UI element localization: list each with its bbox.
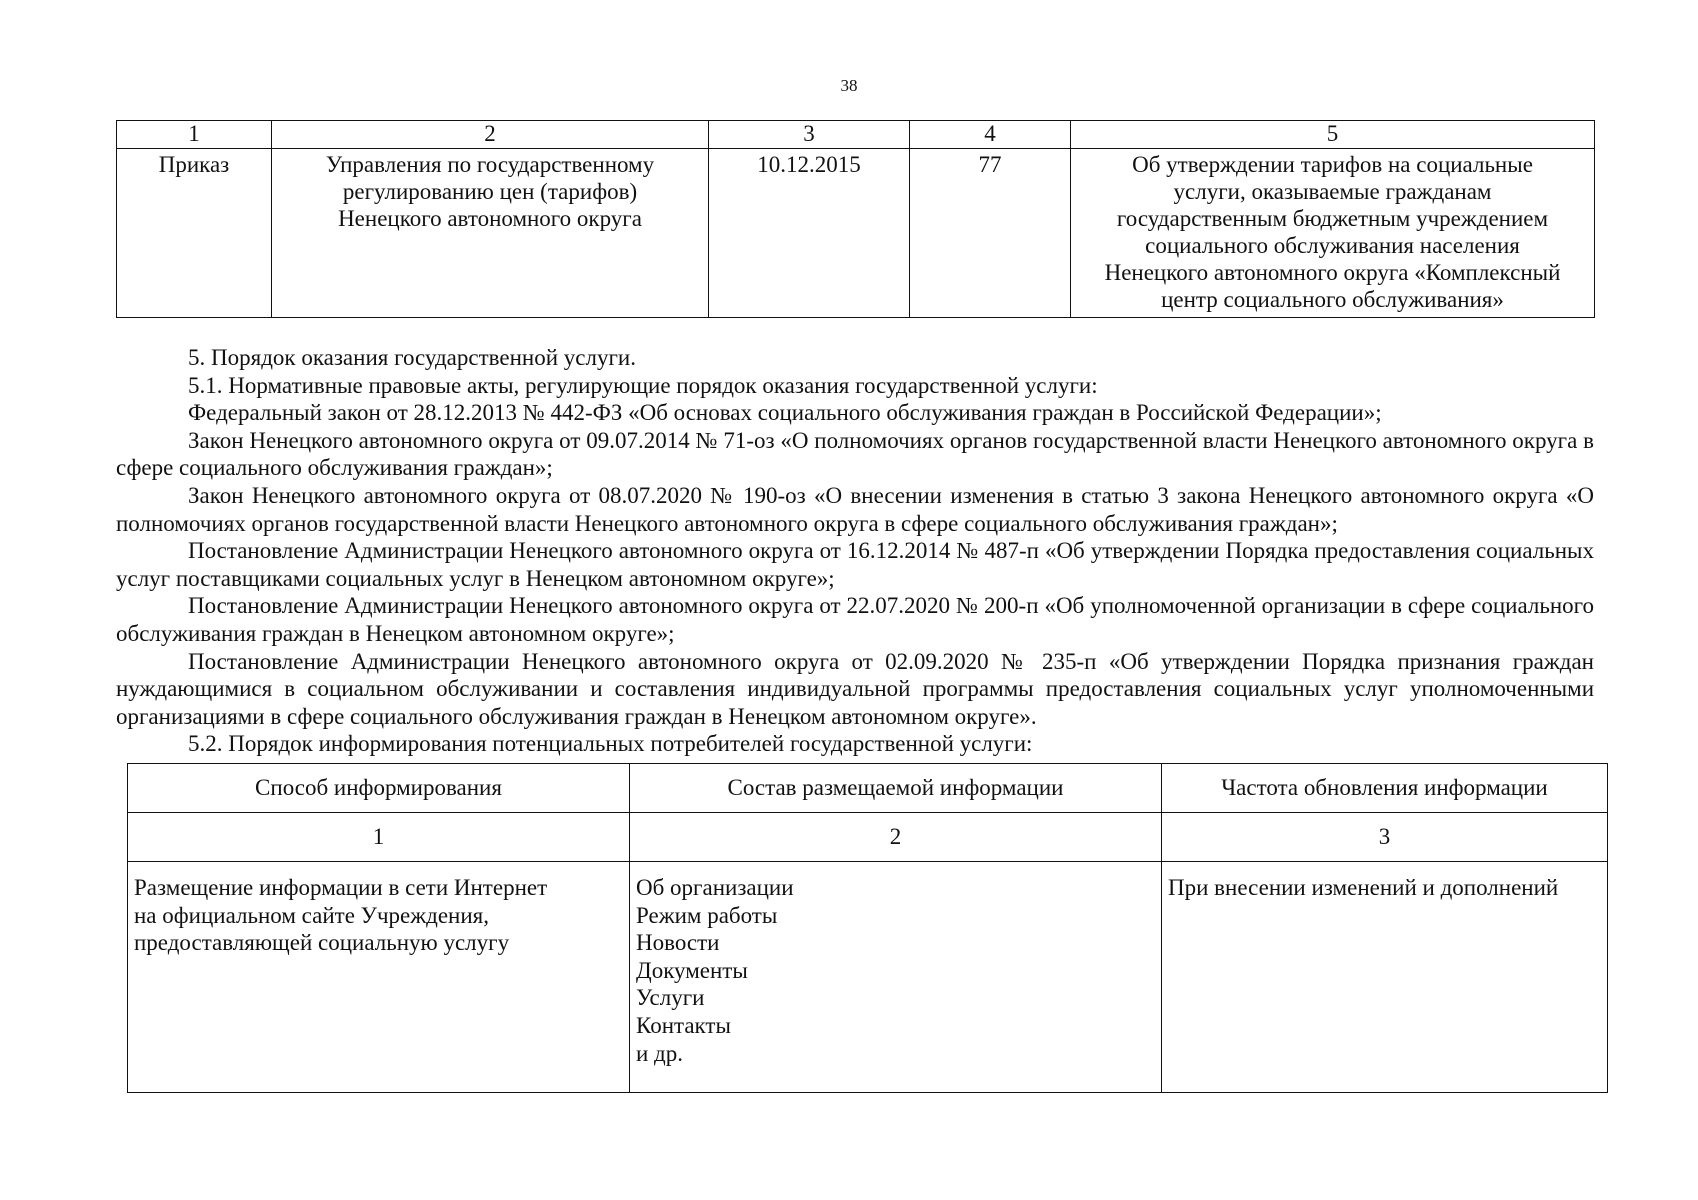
- legal-act-paragraph: Постановление Администрации Ненецкого автономного округа от 22.07.2020 № 200-п «Об уполномоченной организации в сфере социального обслуживания граждан в Ненецком автономном округе»;: [116, 593, 1594, 646]
- act-number: 77: [910, 149, 1071, 318]
- act-title: Об утверждении тарифов на социальные услуги, оказываемые гражданам государственным бюджетным учреждением социального обслуживания населения Ненецкого автономного округа «Комплексный центр социального обслуживания»: [1071, 149, 1595, 318]
- section-text: [116, 344, 1594, 758]
- table-header-row: [128, 764, 1608, 813]
- act-date: 10.12.2015: [709, 149, 910, 318]
- legal-act-paragraph: Закон Ненецкого автономного округа от 08.07.2020 № 190-оз «О внесении изменения в статью 3 закона Ненецкого автономного округа «О полномочиях органов государственной власти Ненецкого автономного округа в сфере социального обслуживания граждан»;: [116, 482, 1594, 536]
- table-row: [128, 862, 1608, 1093]
- column-number: 3: [1162, 813, 1608, 862]
- subsection-heading: 5.1. Нормативные правовые акты, регулирующие порядок оказания государственной услуги:: [188, 372, 1098, 398]
- column-number: 5: [1071, 121, 1595, 149]
- list-item: и др.: [636, 1040, 684, 1066]
- act-type: Приказ: [117, 149, 272, 318]
- legal-act-paragraph: Закон Ненецкого автономного округа от 09.07.2014 № 71-оз «О полномочиях органов государственной власти Ненецкого автономного округа в сфере социального обслуживания граждан»;: [116, 427, 1594, 481]
- legal-act-paragraph: Постановление Администрации Ненецкого автономного округа от 16.12.2014 № 487-п «Об утверждении Порядка предоставления социальных услуг поставщиками социальных услуг в Ненецком автономном округе»;: [116, 538, 1594, 591]
- column-number: 4: [910, 121, 1071, 149]
- column-header: Состав размещаемой информации: [630, 764, 1162, 813]
- column-number: 3: [709, 121, 910, 149]
- informing-table: [127, 763, 1608, 1093]
- column-number-row: [128, 813, 1608, 862]
- column-number: 2: [630, 813, 1162, 862]
- section-heading: 5. Порядок оказания государственной услуги.: [188, 345, 636, 370]
- update-frequency: При внесении изменений и дополнений: [1162, 862, 1608, 1093]
- column-header: Способ информирования: [128, 764, 630, 813]
- information-content: [630, 862, 1162, 1093]
- list-item: Режим работы: [636, 902, 778, 928]
- table-row: [117, 149, 1595, 318]
- informing-method: Размещение информации в сети Интернет на официальном сайте Учреждения, предоставляющей социальную услугу: [128, 862, 630, 1093]
- subsection-heading: 5.2. Порядок информирования потенциальных потребителей государственной услуги:: [188, 731, 1033, 757]
- column-number: 2: [272, 121, 709, 149]
- act-issuer: Управления по государственному регулированию цен (тарифов) Ненецкого автономного округа: [272, 149, 709, 318]
- legal-act-paragraph: Постановление Администрации Ненецкого автономного округа от 02.09.2020 № 235-п «Об утверждении Порядка признания граждан нуждающимися в социальном обслуживании и составления индивидуальной программы предоставления социальных услуг уполномоченными организациями в сфере социального обслуживания граждан в Ненецком автономном округе».: [116, 648, 1594, 729]
- table-header-row: [117, 121, 1595, 149]
- page-number: 38: [840, 76, 858, 95]
- list-item: Об организации: [636, 875, 794, 900]
- column-header: Частота обновления информации: [1162, 764, 1608, 813]
- legal-acts-table: [116, 120, 1595, 318]
- list-item: Новости: [636, 930, 720, 956]
- list-item: Контакты: [636, 1012, 731, 1038]
- column-number: 1: [117, 121, 272, 149]
- legal-act-paragraph: Федеральный закон от 28.12.2013 № 442-ФЗ «Об основах социального обслуживания граждан в Российской Федерации»;: [188, 400, 1382, 426]
- list-item: Услуги: [636, 985, 705, 1011]
- list-item: Документы: [636, 957, 748, 983]
- column-number: 1: [128, 813, 630, 862]
